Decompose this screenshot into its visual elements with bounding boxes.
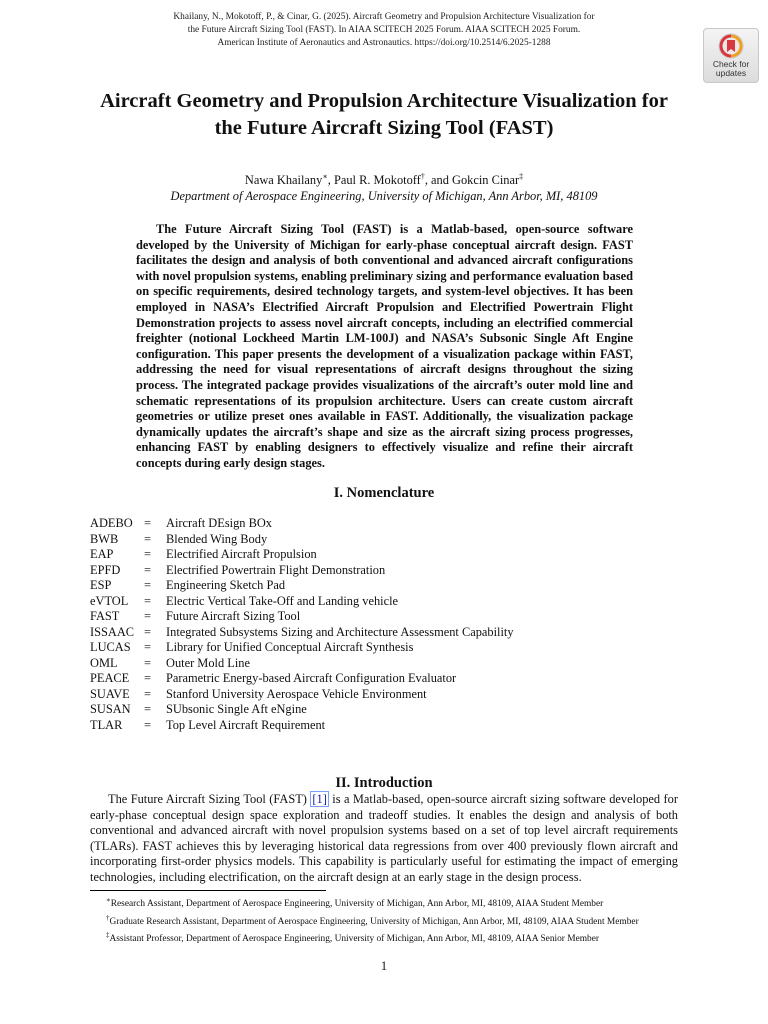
footnote-mark: † (106, 913, 110, 922)
nomenclature-row (90, 656, 650, 672)
nomenclature-definition: SUbsonic Single Aft eNgine (166, 702, 307, 716)
nomenclature-row (90, 563, 650, 579)
nomenclature-abbreviation: ISSAAC (90, 624, 135, 639)
author-mark: † (420, 171, 425, 181)
footnote-mark: ‡ (106, 931, 110, 940)
introduction-heading: II. Introduction (335, 775, 433, 791)
nomenclature-definition: Blended Wing Body (166, 531, 268, 546)
footnote-rule (90, 890, 326, 891)
badge-label: Check for updates (712, 59, 750, 78)
nomenclature-row (90, 578, 650, 594)
nomenclature-abbreviation: SUSAN (90, 702, 131, 716)
footnote (90, 929, 710, 947)
nomenclature-row (90, 640, 650, 656)
affiliation: Department of Aerospace Engineering, University of Michigan, Ann Arbor, MI, 48109 (170, 189, 598, 203)
nomenclature-definition: Parametric Energy-based Aircraft Configuration Evaluator (166, 671, 457, 685)
nomenclature-row (90, 625, 650, 641)
nomenclature-abbreviation: EPFD (90, 562, 121, 577)
page-number: 1 (380, 959, 388, 973)
title-line: Aircraft Geometry and Propulsion Architecture Visualization for (100, 90, 668, 112)
nomenclature-equals: = (144, 562, 151, 577)
nomenclature-abbreviation: TLAR (90, 717, 123, 732)
citation-line: Khailany, N., Mokotoff, P., & Cinar, G. (2025). Aircraft Geometry and Propulsion Architecture Visualization for (173, 12, 595, 22)
nomenclature-equals: = (144, 547, 151, 561)
footnotes (90, 894, 710, 947)
author-mark: ∗ (322, 171, 328, 181)
nomenclature-equals: = (144, 578, 151, 592)
footnote-text: Graduate Research Assistant, Department of Aerospace Engineering, University of Michigan, Ann Arbor, MI, 48109, AIAA Student Member (109, 916, 639, 927)
nomenclature-definition: Electrified Powertrain Flight Demonstration (166, 562, 386, 577)
footnote (90, 912, 710, 930)
footnote-text: Research Assistant, Department of Aerospace Engineering, University of Michigan, Ann Arbor, MI, 48109, AIAA Student Member (110, 899, 604, 910)
nomenclature-equals: = (144, 624, 151, 639)
nomenclature-equals: = (144, 655, 151, 670)
nomenclature-abbreviation: SUAVE (90, 686, 130, 701)
nomenclature-row (90, 702, 650, 718)
nomenclature-row (90, 594, 650, 610)
citation-line: the Future Aircraft Sizing Tool (FAST). In AIAA SCITECH 2025 Forum. AIAA SCITECH 2025 Forum. (187, 25, 581, 35)
check-for-updates-icon (718, 33, 744, 59)
nomenclature-definition: Electrified Aircraft Propulsion (166, 547, 317, 561)
nomenclature-equals: = (144, 717, 151, 732)
nomenclature-abbreviation: ADEBO (90, 516, 133, 530)
footnote-text: Assistant Professor, Department of Aerospace Engineering, University of Michigan, Ann Arbor, MI, 48109, AIAA Senior Member (109, 934, 600, 945)
nomenclature-definition: Engineering Sketch Pad (166, 578, 286, 592)
nomenclature-equals: = (144, 609, 151, 623)
nomenclature-definition: Integrated Subsystems Sizing and Architecture Assessment Capability (166, 624, 514, 639)
nomenclature-equals: = (144, 531, 151, 546)
citation-link[interactable]: [1] (312, 792, 327, 806)
nomenclature-definition: Future Aircraft Sizing Tool (166, 609, 301, 623)
nomenclature-definition: Outer Mold Line (166, 655, 250, 670)
footnote (90, 894, 710, 912)
nomenclature-equals: = (144, 702, 151, 716)
nomenclature-abbreviation: BWB (90, 531, 119, 546)
nomenclature-equals: = (144, 686, 151, 701)
nomenclature-definition: Aircraft DEsign BOx (166, 516, 272, 530)
nomenclature-definition: Stanford University Aerospace Vehicle Environment (166, 686, 427, 701)
nomenclature-abbreviation: PEACE (90, 671, 130, 685)
nomenclature-row (90, 687, 650, 703)
author-list: Nawa Khailany∗, Paul R. Mokotoff†, and Gokcin Cinar‡ (244, 171, 524, 187)
nomenclature-abbreviation: FAST (90, 609, 120, 623)
nomenclature-abbreviation: OML (90, 655, 118, 670)
nomenclature-abbreviation: EAP (90, 547, 114, 561)
footnote-mark: ∗ (106, 896, 111, 904)
nomenclature-row (90, 609, 650, 625)
author-name: Paul R. Mokotoff (333, 173, 421, 187)
nomenclature-definition: Top Level Aircraft Requirement (166, 717, 326, 732)
nomenclature-equals: = (144, 671, 151, 685)
author-name: Gokcin Cinar (452, 173, 520, 187)
author-mark: ‡ (519, 171, 524, 181)
author-name: Nawa Khailany (244, 173, 323, 187)
nomenclature-row (90, 547, 650, 563)
title-line: the Future Aircraft Sizing Tool (FAST) (214, 117, 554, 139)
nomenclature-abbreviation: LUCAS (90, 640, 131, 654)
nomenclature-definition: Library for Unified Conceptual Aircraft Synthesis (166, 640, 414, 654)
nomenclature-row (90, 532, 650, 548)
nomenclature-equals: = (144, 593, 151, 608)
nomenclature-heading: I. Nomenclature (333, 485, 435, 501)
citation-header (100, 11, 668, 50)
check-for-updates-badge[interactable] (703, 28, 759, 83)
nomenclature-row (90, 516, 650, 532)
citation-line: American Institute of Aeronautics and Astronautics. https://doi.org/10.2514/6.2025-1288 (217, 38, 551, 48)
abstract: The Future Aircraft Sizing Tool (FAST) is a Matlab-based, open-source software developed by the University of Michigan for early-phase conceptual aircraft design. FAST facilitates the design and analysis of both conventional and advanced aircraft configurations with novel propulsion systems, enabling preliminary sizing and performance evaluation based on specific requirements, desired technology targets, and system-level objectives. It has been employed in NASA’s Electrified Aircraft Propulsion and Electrified Powertrain Flight Demonstration projects to assess novel aircraft concepts, including an electrified commercial freighter (notional Lockheed Martin LM-100J) and NASA’s Subsonic Single Aft Engine configuration. This paper presents the development of a visualization package within FAST, addressing the need for visual representations of aircraft designs throughout the sizing process. The integrated package provides visualizations of the aircraft’s outer mold line and schematic representations of its propulsion architecture. Users can create custom aircraft geometries or utilize preset ones available in FAST. Additionally, the visualization package dynamically updates the aircraft’s shape and size as the aircraft sizing process progresses, enhancing FAST by enabling designers to effectively visualize and refine their aircraft concepts during early design stages. (136, 222, 633, 470)
nomenclature-definition: Electric Vertical Take-Off and Landing vehicle (166, 593, 399, 608)
nomenclature-abbreviation: eVTOL (90, 593, 129, 608)
nomenclature-list (90, 516, 650, 733)
nomenclature-equals: = (144, 640, 151, 654)
nomenclature-abbreviation: ESP (90, 578, 112, 592)
paper-title (60, 88, 708, 142)
nomenclature-row (90, 718, 650, 734)
nomenclature-equals: = (144, 516, 151, 530)
nomenclature-row (90, 671, 650, 687)
introduction-paragraph: The Future Aircraft Sizing Tool (FAST) [1] is a Matlab-based, open-source aircraft sizing software developed for early-phase conceptual design space exploration and tradeoff studies. It enables the design and analysis of both conventional and advanced aircraft with novel propulsion systems based on a set of top level aircraft requirements (TLARs). FAST achieves this by leveraging historical data regressions from over 400 previously flown aircraft and incorporating first-order physics models. This capability is particularly useful for estimating the impact of emerging technologies, including electrification, on the aircraft design at an early stage in the design process. (90, 792, 678, 884)
